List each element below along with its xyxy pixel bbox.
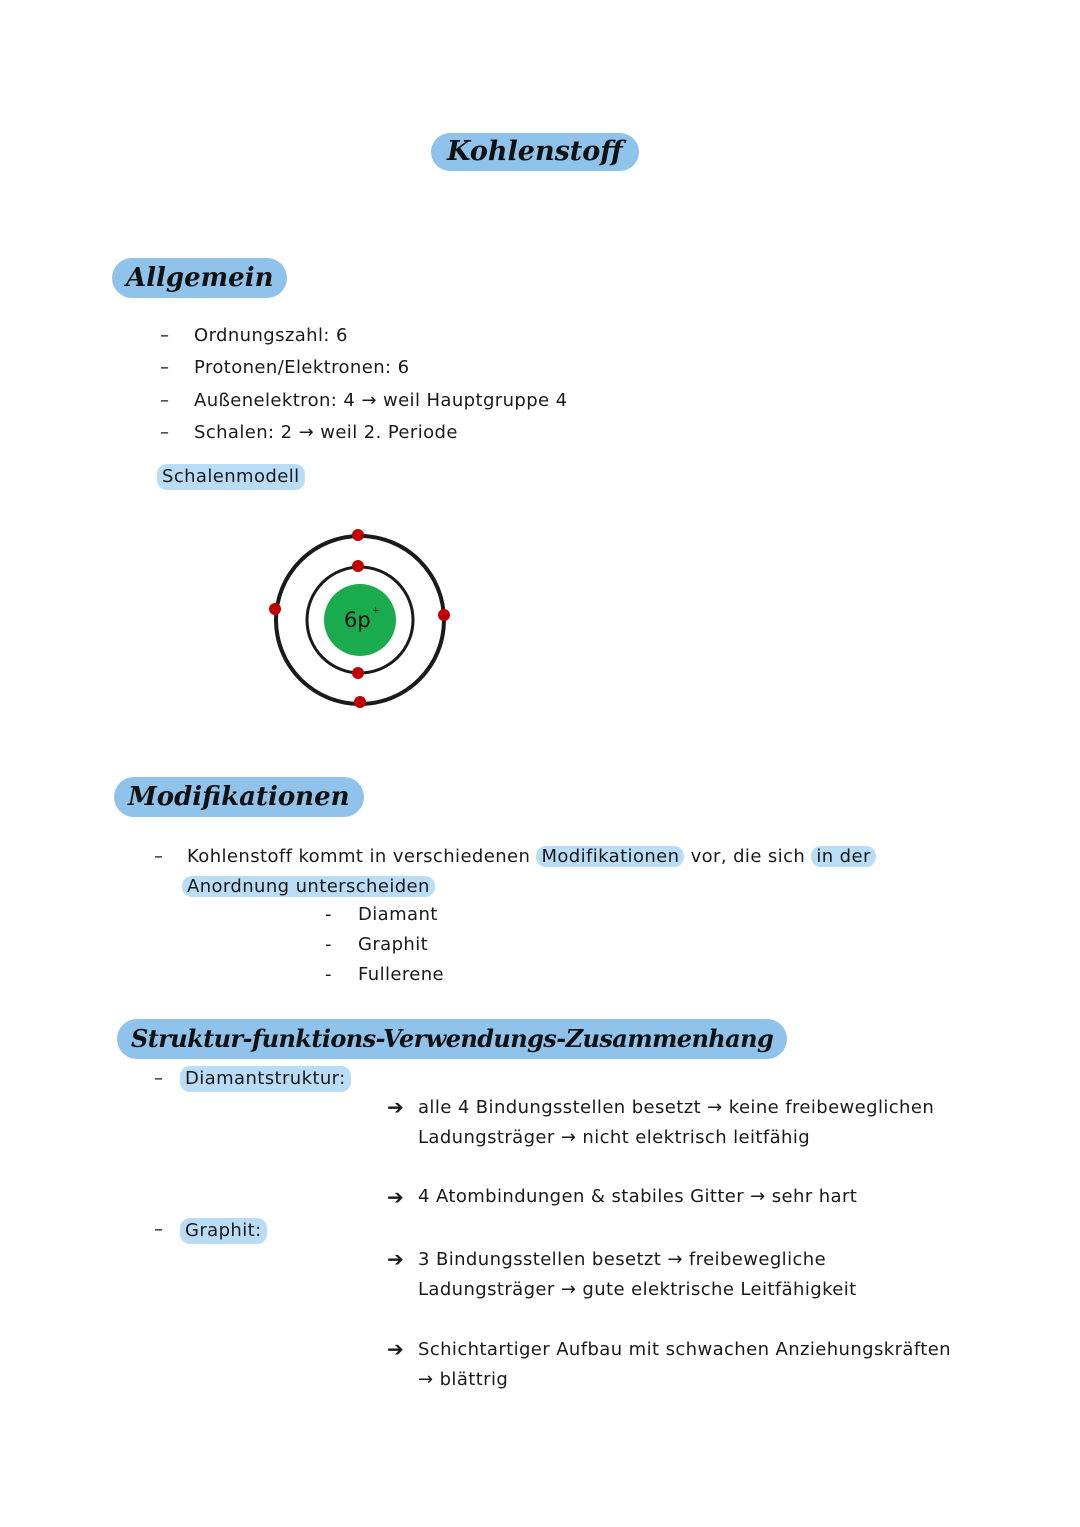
heading-modifikationen: Modifikationen	[114, 777, 364, 817]
label-schalenmodell: Schalenmodell	[157, 464, 305, 490]
list-dash: -	[325, 934, 332, 955]
arrow-right-icon: ➔	[387, 1185, 404, 1209]
intro-text: Kohlenstoff kommt in verschiedenen	[187, 846, 531, 867]
point-line: Ladungsträger → nicht elektrisch leitfähig	[418, 1127, 811, 1148]
list-item: Graphit	[358, 934, 429, 955]
label-graphit: Graphit:	[180, 1218, 267, 1244]
heading-struktur: Struktur-funktions-Verwendungs-Zusammenhang	[117, 1019, 787, 1059]
nucleus-label: 6p	[344, 608, 371, 632]
electron	[354, 696, 366, 708]
list-item: Schalen: 2 → weil 2. Periode	[194, 422, 458, 443]
list-item: Außenelektron: 4 → weil Hauptgruppe 4	[194, 390, 568, 411]
electron	[269, 603, 281, 615]
list-item: Fullerene	[358, 964, 445, 985]
electron	[438, 609, 450, 621]
label-diamantstruktur: Diamantstruktur:	[180, 1066, 351, 1092]
electron	[352, 560, 364, 572]
list-dash: –	[154, 1068, 163, 1089]
list-item: Diamant	[358, 904, 438, 925]
arrow-right-icon: ➔	[387, 1337, 404, 1361]
list-dash: -	[325, 904, 332, 925]
highlight-modifikationen: Modifikationen	[536, 846, 684, 867]
list-dash: –	[160, 357, 169, 378]
atom-shell-model	[262, 524, 458, 716]
list-item: Protonen/Elektronen: 6	[194, 357, 410, 378]
electron	[352, 667, 364, 679]
intro-line-1	[187, 842, 876, 872]
list-item: Ordnungszahl: 6	[194, 325, 348, 346]
list-dash: –	[154, 1219, 163, 1240]
list-dash: –	[154, 846, 163, 867]
highlight-anordnung: Anordnung unterscheiden	[182, 876, 435, 897]
page-title: Kohlenstoff	[431, 133, 639, 171]
point-line: 3 Bindungsstellen besetzt → freibewegliche	[418, 1249, 827, 1270]
electron	[352, 529, 364, 541]
intro-line-2	[182, 872, 435, 902]
heading-allgemein: Allgemein	[112, 258, 287, 298]
nucleus-charge: +	[372, 606, 380, 616]
arrow-right-icon: ➔	[387, 1247, 404, 1271]
point-line: → blättrig	[418, 1369, 509, 1390]
arrow-right-icon: ➔	[387, 1095, 404, 1119]
list-dash: –	[160, 325, 169, 346]
list-dash: -	[325, 964, 332, 985]
point-line: Schichtartiger Aufbau mit schwachen Anziehungskräften	[418, 1339, 951, 1360]
list-dash: –	[160, 422, 169, 443]
point-line: Ladungsträger → gute elektrische Leitfähigkeit	[418, 1279, 857, 1300]
highlight-in-der: in der	[811, 846, 875, 867]
intro-text: vor, die sich	[690, 846, 806, 867]
point-line: alle 4 Bindungsstellen besetzt → keine freibeweglichen	[418, 1097, 935, 1118]
point-line: 4 Atombindungen & stabiles Gitter → sehr hart	[418, 1186, 858, 1207]
list-dash: –	[160, 390, 169, 411]
